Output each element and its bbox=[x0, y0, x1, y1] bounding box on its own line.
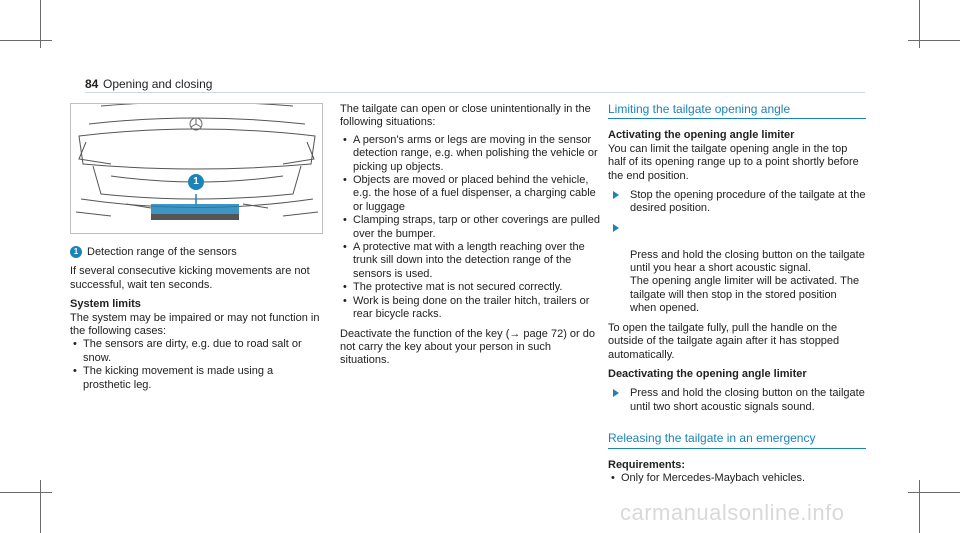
list-item: • Work is being done on the trailer hitch, trailers or rear bicycle racks. bbox=[340, 295, 600, 322]
step-text: Stop the opening procedure of the tailgate at the desired position. bbox=[630, 189, 866, 215]
crop-mark bbox=[908, 40, 960, 41]
caption-badge: 1 bbox=[70, 246, 82, 258]
situations-list bbox=[340, 134, 600, 322]
page-title: Opening and closing bbox=[103, 77, 213, 91]
step-arrow-icon bbox=[613, 389, 619, 397]
car-rear-drawing bbox=[71, 104, 322, 233]
step-text: Press and hold the closing button on the tailgate until you hear a short acoustic signal. The opening angle limiter will be activated. The tailgate will then stop in the stored position when opened. bbox=[630, 248, 865, 315]
step-item bbox=[608, 222, 866, 316]
step-arrow-icon bbox=[613, 224, 619, 232]
deactivate-note: Deactivate the function of the key (→ page 72) or do not carry the key about your person in such situations. bbox=[340, 327, 595, 367]
crop-mark bbox=[919, 480, 920, 533]
activating-heading: Activating the opening angle limiter bbox=[608, 129, 795, 142]
crop-mark bbox=[0, 40, 52, 41]
list-item: • Clamping straps, tarp or other coverings are pulled over the bumper. bbox=[340, 214, 600, 241]
unintentional-intro: The tailgate can open or close unintentionally in the following situations: bbox=[340, 103, 591, 129]
column-left bbox=[70, 246, 320, 392]
open-fully-note: To open the tailgate fully, pull the handle on the outside of the tailgate again after it has stopped automatically. bbox=[608, 321, 840, 361]
rear-bumper-illustration bbox=[70, 103, 323, 234]
step-arrow-icon bbox=[613, 191, 619, 199]
step-item bbox=[608, 387, 866, 414]
requirements-list bbox=[608, 472, 866, 485]
system-limits-heading: System limits bbox=[70, 298, 141, 311]
requirements-heading: Requirements: bbox=[608, 458, 686, 471]
list-item: • The protective mat is not secured correctly. bbox=[340, 281, 600, 294]
watermark: carmanualsonline.info bbox=[620, 500, 845, 525]
system-limits-intro: The system may be impaired or may not function in the following cases: bbox=[70, 311, 320, 338]
list-item: • Only for Mercedes-Maybach vehicles. bbox=[608, 472, 866, 485]
section-title-emergency: Releasing the tailgate in an emergency bbox=[608, 432, 866, 448]
list-item: • A person's arms or legs are moving in the sensor detection range, e.g. when polishing the vehicle or picking up objects. bbox=[340, 134, 600, 174]
system-limits-list bbox=[70, 338, 320, 392]
figure-caption bbox=[70, 246, 320, 259]
crop-mark bbox=[908, 492, 960, 493]
kick-intro: If several consecutive kicking movements are not successful, wait ten seconds. bbox=[70, 265, 310, 291]
step-text: Press and hold the closing button on the tailgate until two short acoustic signals sound. bbox=[630, 387, 865, 413]
caption-text: Detection range of the sensors bbox=[87, 246, 237, 258]
column-middle bbox=[340, 103, 600, 368]
column-right bbox=[608, 103, 866, 485]
list-item: • The kicking movement is made using a prosthetic leg. bbox=[70, 365, 320, 392]
activating-intro: You can limit the tailgate opening angle in the top half of its opening range up to a point shortly before the end position. bbox=[608, 142, 859, 182]
list-item: • The sensors are dirty, e.g. due to road salt or snow. bbox=[70, 338, 320, 365]
callout-badge: 1 bbox=[188, 174, 204, 190]
deactivating-heading: Deactivating the opening angle limiter bbox=[608, 367, 807, 380]
crop-mark bbox=[0, 492, 52, 493]
page-number: 84 bbox=[85, 77, 99, 91]
section-title-limiting: Limiting the tailgate opening angle bbox=[608, 103, 866, 119]
list-item: • Objects are moved or placed behind the vehicle, e.g. the hose of a fuel dispenser, a charging cable or luggage bbox=[340, 174, 600, 214]
header-divider bbox=[85, 92, 865, 93]
list-item: • A protective mat with a length reaching over the trunk sill down into the detection range of the sensors is used. bbox=[340, 241, 600, 281]
crop-mark bbox=[40, 480, 41, 533]
step-item bbox=[608, 189, 866, 216]
